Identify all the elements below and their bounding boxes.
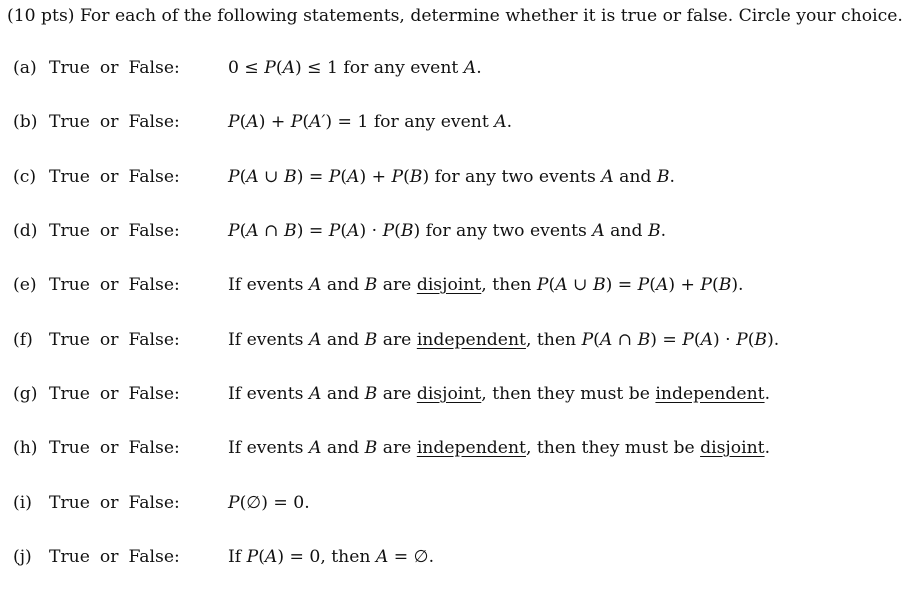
math-symbol: P: [581, 330, 594, 350]
underlined-term: disjoint: [700, 438, 765, 458]
statement-label: (d): [13, 221, 38, 241]
statement-row: [0, 112, 922, 142]
choice-or: or: [99, 167, 119, 187]
choice-true[interactable]: True: [49, 275, 90, 295]
statement-fragment: If events: [228, 275, 309, 295]
math-symbol: B: [754, 330, 768, 350]
choice-true[interactable]: True: [49, 384, 90, 404]
math-symbol: P: [264, 58, 276, 78]
choice-true[interactable]: True: [49, 112, 90, 132]
choice-false[interactable]: False:: [128, 275, 180, 295]
statement-fragment: are: [377, 438, 417, 458]
statement-fragment: (: [649, 275, 656, 295]
statement-fragment: = ∅.: [388, 547, 435, 567]
statement-fragment: .: [660, 221, 667, 241]
math-symbol: P: [700, 275, 712, 295]
statement-fragment: ) for any two events: [422, 167, 602, 187]
statement-row: [0, 547, 922, 577]
statement-label: (g): [13, 384, 38, 404]
choice-true[interactable]: True: [49, 330, 90, 350]
statement-fragment: 0 ≤: [228, 58, 265, 78]
statement-fragment: ) +: [668, 275, 701, 295]
choice-true[interactable]: True: [49, 493, 90, 513]
statement-fragment: (: [548, 275, 556, 295]
math-symbol: P: [736, 330, 748, 350]
statement-fragment: ) ·: [359, 221, 383, 241]
math-symbol: A′: [309, 112, 326, 132]
statement-fragment: ).: [731, 275, 744, 295]
statement-fragment: .: [669, 167, 676, 187]
statement-fragment: and: [321, 330, 365, 350]
statement-label: (b): [13, 112, 38, 132]
true-false-choice: [49, 384, 190, 404]
statement-row: [0, 58, 922, 88]
math-symbol: B: [718, 275, 732, 295]
math-symbol: A: [375, 547, 389, 567]
choice-or: or: [99, 112, 119, 132]
statement-fragment: are: [377, 384, 417, 404]
statement-label: (c): [13, 167, 37, 187]
math-symbol: P: [290, 112, 303, 132]
math-symbol: A: [555, 275, 568, 295]
choice-false[interactable]: False:: [128, 58, 180, 78]
statement-fragment: are: [377, 330, 417, 350]
statement-fragment: ) ·: [713, 330, 737, 350]
statement-text: [228, 330, 779, 350]
statement-fragment: (: [394, 221, 401, 241]
statement-fragment: are: [377, 275, 417, 295]
choice-or: or: [99, 330, 119, 350]
statement-fragment: ∪: [258, 167, 285, 187]
math-symbol: A: [463, 58, 477, 78]
choice-true[interactable]: True: [49, 438, 90, 458]
choice-true[interactable]: True: [49, 58, 90, 78]
math-symbol: A: [655, 275, 669, 295]
math-symbol: A: [264, 547, 278, 567]
math-symbol: A: [599, 330, 613, 350]
statement-fragment: ) =: [296, 167, 329, 187]
statement-fragment: (: [302, 112, 310, 132]
math-symbol: P: [228, 221, 240, 241]
choice-or: or: [99, 384, 119, 404]
choice-false[interactable]: False:: [128, 330, 180, 350]
math-symbol: P: [228, 112, 240, 132]
statement-label: (e): [13, 275, 37, 295]
statement-text: [228, 112, 512, 132]
choice-false[interactable]: False:: [128, 221, 180, 241]
math-symbol: B: [364, 438, 378, 458]
math-symbol: A: [308, 275, 322, 295]
statement-fragment: If events: [228, 330, 309, 350]
statement-text: [228, 275, 744, 295]
choice-false[interactable]: False:: [128, 547, 180, 567]
math-symbol: B: [647, 221, 661, 241]
statement-fragment: , then they must be: [525, 438, 701, 458]
underlined-term: independent: [416, 330, 526, 350]
choice-false[interactable]: False:: [128, 384, 180, 404]
math-symbol: A: [246, 221, 259, 241]
math-symbol: A: [308, 438, 322, 458]
statement-fragment: and: [321, 275, 365, 295]
statement-fragment: (: [340, 221, 348, 241]
math-symbol: A: [282, 58, 295, 78]
math-symbol: A: [246, 112, 259, 132]
math-symbol: A: [700, 330, 714, 350]
statement-fragment: and: [613, 167, 657, 187]
math-symbol: B: [592, 275, 606, 295]
statement-fragment: and: [604, 221, 648, 241]
statement-fragment: and: [321, 384, 365, 404]
statement-fragment: (: [258, 547, 265, 567]
statement-fragment: (: [239, 221, 247, 241]
statement-fragment: (: [275, 58, 283, 78]
statement-fragment: ) =: [650, 330, 683, 350]
statement-text: [228, 493, 310, 513]
math-symbol: P: [536, 275, 549, 295]
statement-fragment: .: [764, 438, 771, 458]
true-false-choice: [49, 438, 190, 458]
math-symbol: P: [328, 167, 341, 187]
statement-text: [228, 384, 770, 404]
math-symbol: A: [592, 221, 605, 241]
math-symbol: P: [328, 221, 341, 241]
statement-fragment: .: [476, 58, 482, 78]
underlined-term: disjoint: [416, 275, 482, 295]
true-false-choice: [49, 112, 190, 132]
question-header: (10 pts) For each of the following statements, determine whether it is true or false. Circle your choice.: [7, 6, 903, 26]
statement-fragment: (: [747, 330, 755, 350]
math-symbol: B: [409, 167, 423, 187]
statement-fragment: ).: [767, 330, 780, 350]
statement-fragment: If: [228, 547, 247, 567]
choice-or: or: [99, 438, 119, 458]
statement-fragment: ) ≤ 1 for any event: [294, 58, 464, 78]
choice-false[interactable]: False:: [128, 438, 180, 458]
statement-fragment: ) =: [605, 275, 638, 295]
statement-row: [0, 493, 922, 523]
math-symbol: P: [382, 221, 395, 241]
math-symbol: B: [284, 167, 297, 187]
statement-fragment: If events: [228, 438, 309, 458]
choice-false[interactable]: False:: [128, 493, 180, 513]
math-symbol: B: [364, 330, 378, 350]
statement-row: [0, 275, 922, 305]
statement-label: (h): [13, 438, 38, 458]
statement-label: (i): [13, 493, 32, 513]
statement-row: [0, 221, 922, 251]
statement-row: [0, 167, 922, 197]
true-false-choice: [49, 221, 190, 241]
math-symbol: A: [246, 167, 259, 187]
true-false-choice: [49, 275, 190, 295]
math-symbol: P: [228, 493, 240, 513]
statement-fragment: (: [711, 275, 719, 295]
statement-text: [228, 221, 666, 241]
statement-fragment: .: [506, 112, 513, 132]
math-symbol: P: [228, 167, 240, 187]
true-false-choice: [49, 330, 190, 350]
statement-fragment: and: [321, 438, 365, 458]
choice-or: or: [99, 221, 119, 241]
statement-fragment: ) = 0, then: [277, 547, 376, 567]
statement-text: [228, 547, 434, 567]
math-symbol: P: [682, 330, 694, 350]
math-symbol: A: [308, 330, 322, 350]
math-symbol: B: [284, 221, 297, 241]
statement-fragment: ∩: [612, 330, 638, 350]
math-symbol: B: [400, 221, 414, 241]
true-false-choice: [49, 493, 190, 513]
statement-fragment: If events: [228, 384, 309, 404]
statement-fragment: ∩: [258, 221, 285, 241]
math-symbol: B: [656, 167, 670, 187]
statement-text: [228, 167, 675, 187]
statement-fragment: (: [593, 330, 600, 350]
choice-or: or: [99, 547, 119, 567]
choice-or: or: [99, 275, 119, 295]
math-symbol: A: [601, 167, 614, 187]
statement-fragment: ) +: [258, 112, 291, 132]
math-symbol: A: [347, 221, 360, 241]
statement-row: [0, 438, 922, 468]
underlined-term: independent: [416, 438, 526, 458]
choice-true[interactable]: True: [49, 221, 90, 241]
true-false-choice: [49, 167, 190, 187]
statement-fragment: , then they must be: [481, 384, 656, 404]
choice-true[interactable]: True: [49, 547, 90, 567]
statement-fragment: (: [239, 112, 247, 132]
statement-fragment: (: [693, 330, 701, 350]
choice-false[interactable]: False:: [128, 112, 180, 132]
statement-fragment: (: [239, 167, 247, 187]
statement-fragment: ∪: [567, 275, 593, 295]
statement-fragment: , then: [481, 275, 537, 295]
statement-text: [228, 438, 770, 458]
math-symbol: A: [347, 167, 360, 187]
statement-fragment: (: [403, 167, 410, 187]
statement-fragment: ) =: [296, 221, 329, 241]
underlined-term: disjoint: [416, 384, 482, 404]
statement-fragment: ) +: [359, 167, 392, 187]
true-false-choice: [49, 58, 190, 78]
choice-true[interactable]: True: [49, 167, 90, 187]
math-symbol: A: [308, 384, 322, 404]
statement-fragment: ) for any two events: [413, 221, 593, 241]
choice-false[interactable]: False:: [128, 167, 180, 187]
statement-label: (j): [13, 547, 32, 567]
math-symbol: B: [364, 275, 378, 295]
statement-row: [0, 330, 922, 360]
statement-label: (a): [13, 58, 37, 78]
true-false-choice: [49, 547, 190, 567]
choice-or: or: [99, 493, 119, 513]
math-symbol: P: [246, 547, 259, 567]
statement-fragment: .: [764, 384, 771, 404]
statement-text: [228, 58, 482, 78]
statement-row: [0, 384, 922, 414]
statement-fragment: ) = 1 for any event: [325, 112, 495, 132]
math-symbol: B: [364, 384, 378, 404]
math-symbol: P: [637, 275, 650, 295]
statement-fragment: (∅) = 0.: [239, 493, 310, 513]
statement-fragment: , then: [525, 330, 582, 350]
math-symbol: A: [494, 112, 507, 132]
statement-label: (f): [13, 330, 33, 350]
statement-fragment: (: [340, 167, 348, 187]
choice-or: or: [99, 58, 119, 78]
math-symbol: P: [391, 167, 404, 187]
underlined-term: independent: [655, 384, 765, 404]
math-symbol: B: [637, 330, 651, 350]
